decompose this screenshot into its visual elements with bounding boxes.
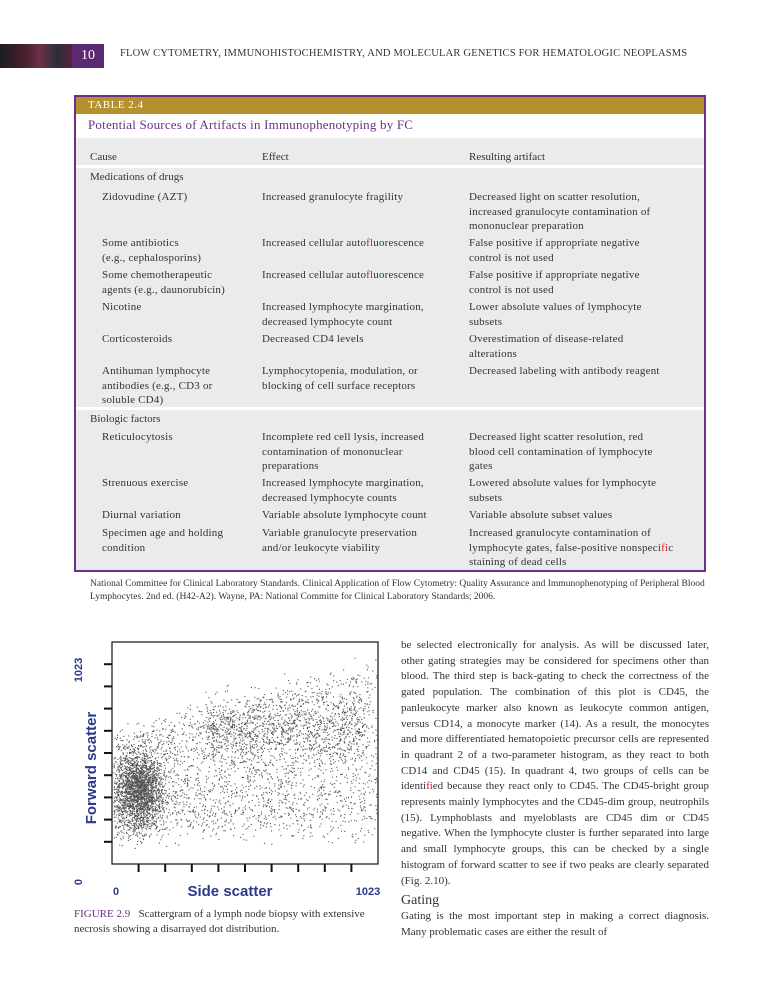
cell-line: Nicotine (102, 301, 142, 313)
cell-line: Increased lymphocyte margination, (262, 301, 424, 313)
cell-line: blocking of cell surface receptors (262, 379, 416, 392)
cell-line: Some antibiotics (102, 237, 179, 249)
cell-line: antibodies (e.g., CD3 or (102, 379, 213, 392)
cell-line: Increased cellular autofluorescence (262, 269, 425, 281)
cause-cell (102, 526, 223, 555)
effect-cell (262, 476, 424, 505)
cell-line: soluble CD4) (102, 394, 164, 406)
cell-line: contamination of mononuclear (262, 445, 403, 458)
cause-cell (102, 508, 181, 523)
header-decorative-image (0, 44, 72, 68)
cell-line: Variable absolute lymphocyte count (262, 509, 427, 521)
cell-line: alterations (469, 347, 518, 360)
cause-cell (102, 236, 201, 265)
x-tick-max: 1023 (355, 886, 381, 898)
cell-line: Lowered absolute values for lymphocyte (469, 477, 657, 489)
cell-line: agents (e.g., daunorubicin) (102, 283, 226, 296)
cell-line: Increased granulocyte fragility (262, 191, 404, 203)
section-heading-gating: Gating (401, 893, 440, 908)
cell-line: Zidovudine (AZT) (102, 191, 188, 203)
cell-line: Incomplete red cell lysis, increased (262, 431, 425, 443)
cell-line: False positive if appropriate negative (469, 269, 640, 281)
artifact-cell (469, 236, 640, 265)
cell-line: gates (469, 460, 493, 472)
cause-cell (102, 332, 172, 347)
artifact-cell (469, 430, 653, 474)
cell-line: subsets (469, 315, 503, 328)
group-heading-medications: Medications of drugs (90, 171, 184, 183)
table-title-band (76, 114, 704, 138)
artifact-cell (469, 300, 642, 329)
cell-line: increased granulocyte contamination of (469, 205, 651, 218)
artifacts-table (74, 95, 706, 572)
cause-cell (102, 300, 141, 315)
cell-line: Variable absolute subset values (469, 509, 613, 521)
figure-caption (74, 907, 384, 936)
cell-line: condition (102, 541, 146, 554)
cell-line: staining of dead cells (469, 556, 567, 568)
cause-cell (102, 364, 213, 408)
artifact-cell (469, 190, 650, 234)
cell-line: Decreased light scatter resolution, red (469, 431, 644, 443)
cell-line: Lymphocytopenia, modulation, or (262, 365, 418, 377)
body-paragraph-2: Gating is the most important step in making a correct diagnosis. Many problematic cases are either the result of (401, 910, 709, 938)
x-axis-label: Side scatter (187, 883, 273, 898)
body-paragraph-1: be selected electronically for analysis. As will be discussed later, other gating strategies may be considered for specimens other than blood. The third step is back-gating to check the correctness of the gated population. The combination of this plot is CD45, the panleukocyte marker also known as leukocyte common antigen, versus CD14, a monocyte marker (14). As a result, the monocytes and more differentiated hematopoietic precursor cells are represented in quadrant 2 of a two-parameter histogram, as they react to both CD14 and CD45 (15). In quadrant 4, two groups of cells can be identified because they react only to CD45. The CD45-bright group represents mainly lymphocytes and the CD45-dim group, neutrophils (15). Lymphoblasts and myeloblasts are CD45 dim or CD45 negative. When the lymphocyte cluster is further separated into large and small lymphocyte groups, this can be checked by a single histogram of forward scatter to see if two peaks are clearly separated (Fig. 2.10). (401, 639, 709, 887)
artifact-cell (469, 476, 656, 505)
effect-cell (262, 300, 424, 329)
cell-line: blood cell contamination of lymphocyte (469, 445, 653, 458)
effect-cell (262, 526, 417, 555)
cause-cell (102, 190, 187, 205)
y-tick-min: 0 (73, 878, 85, 886)
cause-cell (102, 430, 173, 445)
cell-line: Variable granulocyte preservation (262, 527, 418, 539)
cell-line: Strenuous exercise (102, 477, 189, 489)
artifact-cell (469, 332, 623, 361)
artifact-cell (469, 508, 612, 523)
effect-cell (262, 236, 424, 251)
effect-cell (262, 430, 424, 474)
effect-cell (262, 508, 427, 523)
cell-line: decreased lymphocyte counts (262, 491, 397, 504)
running-title: FLOW CYTOMETRY, IMMUNOHISTOCHEMISTRY, AND MOLECULAR GENETICS FOR HEMATOLOGIC NEOPLASMS (120, 48, 688, 59)
effect-cell (262, 268, 424, 283)
cell-line: decreased lymphocyte count (262, 315, 393, 328)
cell-line: Diurnal variation (102, 509, 181, 521)
cell-line: control is not used (469, 283, 554, 296)
table-title: Potential Sources of Artifacts in Immunophenotyping by FC (88, 117, 414, 132)
cause-cell (102, 268, 225, 297)
cell-line: Increased cellular autofluorescence (262, 237, 425, 249)
cell-line: lymphocyte gates, false-positive nonspecific (469, 541, 674, 554)
table-label: TABLE 2.4 (88, 99, 144, 111)
table-source-note: National Committee for Clinical Laboratory Standards. Clinical Application of Flow Cytometry: Quality Assurance and Immunophenotyping of Peripheral Blood Lymphocytes. 2nd ed. (H42-A2). Wayne, PA: National Committe for Clinical Laboratory Standards; 2006. (90, 579, 705, 602)
y-tick-max: 1023 (73, 657, 85, 683)
scattergram-plot (66, 636, 386, 898)
cell-line: and/or leukocyte viability (262, 541, 381, 554)
cell-line: (e.g., cephalosporins) (102, 251, 202, 264)
table-label-bar (76, 97, 704, 114)
cell-line: Antihuman lymphocyte (102, 365, 211, 377)
figure-label: FIGURE 2.9 (74, 908, 131, 920)
artifact-cell (469, 268, 640, 297)
effect-cell (262, 190, 403, 205)
y-axis-label: Forward scatter (83, 711, 100, 825)
cell-line: Corticosteroids (102, 333, 173, 345)
scattergram-figure (66, 636, 386, 898)
cell-line: Reticulocytosis (102, 431, 173, 443)
effect-cell (262, 364, 418, 393)
header-separator (76, 165, 704, 168)
cell-line: preparations (262, 460, 319, 472)
column-header-effect: Effect (262, 151, 289, 163)
cell-line: Increased granulocyte contamination of (469, 527, 651, 539)
column-header-artifact: Resulting artifact (469, 151, 546, 163)
cell-line: subsets (469, 491, 503, 504)
cell-line: Increased lymphocyte margination, (262, 477, 424, 489)
effect-cell (262, 332, 364, 347)
column-header-cause: Cause (90, 151, 117, 163)
artifact-cell (469, 364, 660, 379)
cause-cell (102, 476, 188, 491)
x-tick-min: 0 (112, 886, 120, 898)
cell-line: Decreased labeling with antibody reagent (469, 365, 660, 377)
page-number: 10 (72, 44, 104, 68)
artifact-cell (469, 526, 673, 570)
cell-line: Decreased light on scatter resolution, (469, 191, 641, 203)
cell-line: Lower absolute values of lymphocyte (469, 301, 642, 313)
cell-line: mononuclear preparation (469, 220, 584, 232)
group-heading-biologic: Biologic factors (90, 413, 161, 425)
cell-line: control is not used (469, 251, 554, 264)
cell-line: Specimen age and holding (102, 527, 224, 539)
cell-line: False positive if appropriate negative (469, 237, 640, 249)
cell-line: Overestimation of disease-related (469, 333, 624, 345)
figure-caption-text: Scattergram of a lymph node biopsy with extensive necrosis showing a disarrayed dot distribution. (74, 908, 365, 935)
cell-line: Decreased CD4 levels (262, 333, 364, 345)
cell-line: Some chemotherapeutic (102, 269, 213, 281)
